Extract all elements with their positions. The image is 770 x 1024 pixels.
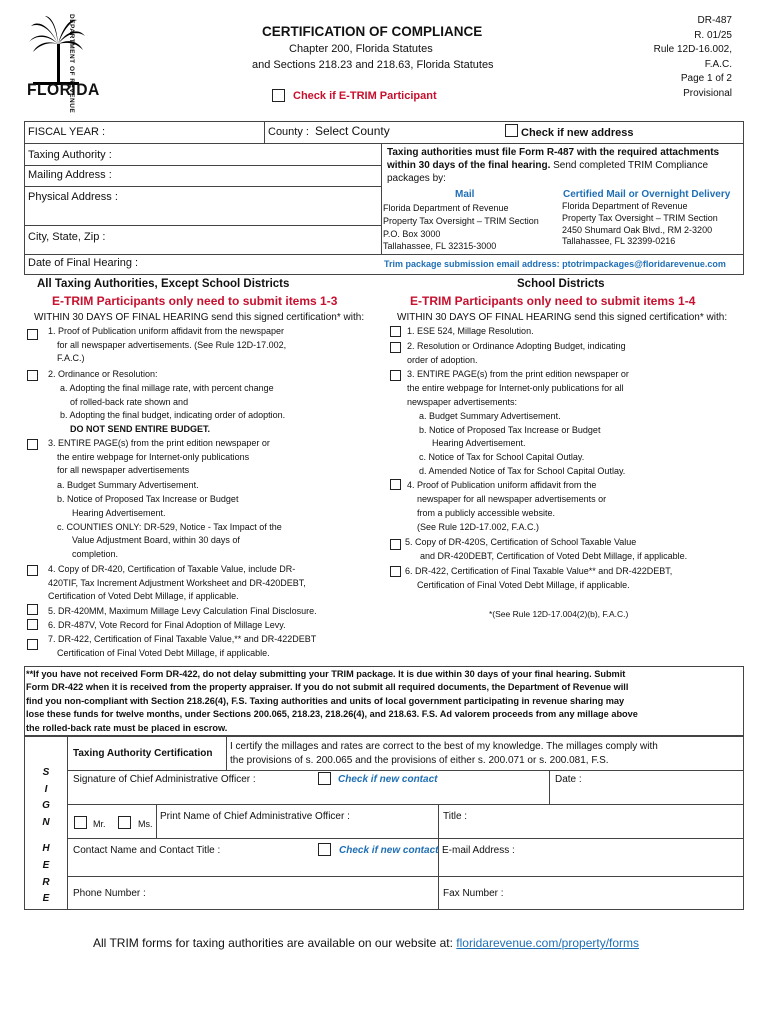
- certified-address-block: [562, 201, 718, 248]
- right-line: newspaper advertisements:: [407, 397, 518, 407]
- mail-line: Tallahassee, FL 32315-3000: [383, 241, 497, 252]
- dor-logo: [27, 14, 100, 114]
- right-item-2-checkbox[interactable]: [390, 342, 401, 353]
- right-line: d. Amended Notice of Tax for School Capital Outlay.: [419, 466, 626, 476]
- ms-checkbox[interactable]: [118, 816, 131, 829]
- city-state-zip-input[interactable]: [112, 227, 377, 253]
- right-line: 6. DR-422, Certification of Final Taxable Value** and DR-422DEBT,: [405, 566, 673, 576]
- left-item-6-checkbox[interactable]: [27, 619, 38, 630]
- print-name-input[interactable]: [160, 822, 435, 836]
- forms-website-link[interactable]: floridarevenue.com/property/forms: [456, 936, 640, 950]
- form-id-block: [622, 14, 732, 102]
- right-item-5-checkbox[interactable]: [390, 539, 401, 550]
- physical-address-label: Physical Address :: [28, 191, 118, 203]
- left-line: Certification of Voted Debt Millage, if applicable.: [48, 591, 239, 602]
- county-select[interactable]: Select County: [315, 124, 390, 138]
- form-subtitle-1: Chapter 200, Florida Statutes: [289, 43, 433, 55]
- final-hearing-date-label: Date of Final Hearing :: [28, 257, 139, 269]
- form-subtitle-2: and Sections 218.23 and 218.63, Florida Statutes: [252, 59, 494, 71]
- form-rule: Rule 12D-16.002,: [653, 44, 732, 56]
- right-line: 3. ENTIRE PAGE(s) from the print edition newspaper or: [407, 369, 629, 379]
- sign-letter: I: [44, 783, 48, 795]
- right-item-6-checkbox[interactable]: [390, 566, 401, 577]
- contact-name-input[interactable]: [73, 858, 313, 874]
- cert-line: Property Tax Oversight – TRIM Section: [562, 212, 718, 223]
- fiscal-year-input[interactable]: [106, 123, 261, 142]
- final-hearing-date-input[interactable]: [148, 256, 377, 274]
- phone-label: Phone Number :: [73, 888, 146, 899]
- notice-line: the rolled-back rate must be placed in escrow.: [26, 722, 228, 733]
- mailing-address-label: Mailing Address :: [28, 169, 112, 181]
- certification-text-2: the provisions of s. 200.065 and the provisions of either s. 200.071 or s. 200.081, F.S.: [230, 755, 609, 766]
- filing-deadline-text: Taxing authorities must file Form R-487 with the required attachments within 30 days of the final hearing.: [387, 147, 720, 171]
- signature-field[interactable]: [70, 786, 546, 802]
- right-line: 5. Copy of DR-420S, Certification of School Taxable Value: [405, 537, 637, 547]
- logo-florida-text: FLORIDA: [27, 80, 100, 99]
- sign-letter: G: [42, 800, 50, 812]
- filing-instructions: [387, 146, 739, 185]
- left-line: b. Notice of Proposed Tax Increase or Budget: [57, 494, 239, 504]
- notice-line: find you non-compliant with Section 218.26(4), F.S. Taxing authorities and units of local government participating in revenue sharing may: [26, 695, 625, 706]
- sign-letter: R: [42, 876, 50, 888]
- new-address-label: Check if new address: [521, 127, 634, 139]
- left-line: DO NOT SEND ENTIRE BUDGET.: [70, 423, 211, 434]
- left-line: 1. Proof of Publication uniform affidavit from the newspaper: [48, 326, 284, 336]
- left-item-3-checkbox[interactable]: [27, 439, 38, 450]
- page-number: Page 1 of 2: [680, 73, 732, 85]
- left-line: 7. DR-422, Certification of Final Taxable Value,** and DR-422DEBT: [48, 634, 317, 644]
- notice-line: **If you have not received Form DR-422, do not delay submitting your TRIM package. It is due within 30 days of your final hearing. Submit: [26, 669, 626, 679]
- right-line: 4. Proof of Publication uniform affidavit from the: [407, 480, 597, 490]
- sign-here-vertical: [39, 765, 53, 908]
- left-line: of rolled-back rate shown and: [70, 396, 189, 407]
- email-input[interactable]: [520, 842, 741, 874]
- left-line: completion.: [72, 548, 119, 559]
- mail-line: Florida Department of Revenue: [383, 203, 509, 213]
- right-line: a. Budget Summary Advertisement.: [419, 411, 561, 421]
- right-item-4-checkbox[interactable]: [390, 479, 401, 490]
- palm-tree-icon: [27, 14, 89, 86]
- left-within-text: WITHIN 30 DAYS OF FINAL HEARING send this signed certification* with:: [34, 312, 365, 323]
- certification-text-1: I certify the millages and rates are correct to the best of my knowledge. The millages comply with: [230, 741, 658, 752]
- cert-line: Tallahassee, FL 32399-0216: [562, 236, 676, 247]
- dept-vertical-text: DEPARTMENT OF REVENUE: [68, 14, 75, 114]
- right-line: from a publicly accessible website.: [417, 508, 556, 518]
- new-contact-checkbox-1[interactable]: [318, 772, 331, 785]
- submission-email-link[interactable]: Trim package submission email address: ptotrimpackages@floridarevenue.com: [384, 259, 726, 269]
- left-line: 4. Copy of DR-420, Certification of Taxable Value, include DR-: [48, 564, 296, 574]
- left-line: 2. Ordinance or Resolution:: [48, 369, 158, 379]
- sign-letter: S: [42, 767, 50, 778]
- left-column-heading: All Taxing Authorities, Except School Districts: [37, 278, 290, 290]
- right-line: b. Notice of Proposed Tax Increase or Budget: [419, 424, 601, 435]
- date-label: Date :: [555, 774, 582, 785]
- left-line: b. Adopting the final budget, indicating order of adoption.: [60, 410, 286, 421]
- left-line: Certification of Final Voted Debt Millage, if applicable.: [57, 648, 270, 658]
- city-state-zip-label: City, State, Zip :: [28, 231, 106, 243]
- new-contact-label-2: Check if new contact: [339, 845, 439, 856]
- notice-line: Form DR-422 when it is received from the property appraiser. If you do not submit all required documents, the Department of Revenue will: [26, 682, 629, 693]
- form-fac: F.A.C.: [704, 58, 732, 70]
- sign-letter: E: [42, 859, 50, 871]
- etrim-participant-label: Check if E-TRIM Participant: [293, 90, 437, 102]
- mr-checkbox[interactable]: [74, 816, 87, 829]
- left-line: the entire webpage for Internet-only publications: [57, 451, 250, 462]
- left-line: 5. DR-420MM, Maximum Millage Levy Calculation Final Disclosure.: [48, 606, 317, 616]
- mail-line: P.O. Box 3000: [383, 228, 441, 239]
- mail-line: Property Tax Oversight – TRIM Section: [383, 215, 539, 226]
- left-item-1-checkbox[interactable]: [27, 329, 38, 340]
- left-etrim-note: E-TRIM Participants only need to submit items 1-3: [52, 294, 338, 308]
- left-item-5-checkbox[interactable]: [27, 604, 38, 615]
- right-etrim-note: E-TRIM Participants only need to submit items 1-4: [410, 294, 696, 308]
- right-line: (See Rule 12D-17.002, F.A.C.): [417, 522, 540, 532]
- left-line: Hearing Advertisement.: [72, 508, 166, 518]
- footer-text: All TRIM forms for taxing authorities are available on our website at:: [93, 936, 453, 950]
- sign-letter: H: [42, 843, 50, 855]
- left-item-4-checkbox[interactable]: [27, 565, 38, 576]
- signature-label: Signature of Chief Administrative Officer :: [73, 774, 256, 785]
- right-item-3-checkbox[interactable]: [390, 370, 401, 381]
- right-line: c. Notice of Tax for School Capital Outlay.: [419, 452, 585, 462]
- form-revision: R. 01/25: [694, 29, 732, 41]
- ms-label: Ms.: [138, 819, 153, 829]
- cert-line: Florida Department of Revenue: [562, 201, 688, 211]
- new-contact-checkbox-2[interactable]: [318, 843, 331, 856]
- contact-name-label: Contact Name and Contact Title :: [73, 845, 221, 856]
- form-title: CERTIFICATION OF COMPLIANCE: [262, 24, 483, 39]
- phone-input[interactable]: [150, 880, 435, 908]
- provisional-label: Provisional: [683, 87, 732, 99]
- left-line: a. Budget Summary Advertisement.: [57, 480, 199, 490]
- footer: [93, 936, 639, 950]
- fax-input[interactable]: [508, 880, 741, 908]
- left-line: for all newspaper advertisements: [57, 465, 190, 476]
- new-contact-label-1: Check if new contact: [338, 774, 438, 785]
- rule-footnote: *(See Rule 12D-17.004(2)(b), F.A.C.): [489, 609, 629, 619]
- mailing-address-input[interactable]: [120, 167, 377, 185]
- etrim-participant-checkbox[interactable]: [272, 89, 285, 102]
- left-line: F.A.C.): [57, 353, 85, 364]
- right-line: Hearing Advertisement.: [432, 438, 526, 449]
- left-line: for all newspaper advertisements. (See Rule 12D-17.002,: [57, 339, 287, 350]
- notice-text: [26, 668, 638, 735]
- print-name-label: Print Name of Chief Administrative Officer :: [160, 811, 350, 822]
- right-item-1-checkbox[interactable]: [390, 326, 401, 337]
- right-line: order of adoption.: [407, 355, 478, 365]
- title-input[interactable]: [443, 822, 741, 836]
- certification-label: Taxing Authority Certification: [73, 748, 213, 759]
- mail-heading: Mail: [455, 189, 475, 200]
- right-line: the entire webpage for Internet-only publications for all: [407, 383, 624, 393]
- left-item-7-checkbox[interactable]: [27, 639, 38, 650]
- fax-label: Fax Number :: [443, 888, 504, 899]
- left-line: Value Adjustment Board, within 30 days of: [72, 535, 240, 546]
- right-line: newspaper for all newspaper advertisements or: [417, 494, 607, 504]
- left-line: 3. ENTIRE PAGE(s) from the print edition newspaper or: [48, 438, 270, 448]
- left-line: c. COUNTIES ONLY: DR-529, Notice - Tax Impact of the: [57, 521, 282, 532]
- county-label: County :: [268, 126, 309, 138]
- taxing-authority-input[interactable]: [125, 145, 377, 164]
- filing-method-text: Send completed TRIM Compliance packages by:: [387, 160, 709, 184]
- notice-line: lose these funds for twelve months, under Sections 200.065, 218.23, 218.26(4), and 218.63. F.S. Ad valorem proceeds from any millage above: [26, 709, 638, 720]
- mail-address-block: [383, 202, 539, 253]
- right-line: and DR-420DEBT, Certification of Voted Debt Millage, if applicable.: [420, 551, 688, 561]
- date-input[interactable]: [585, 772, 741, 802]
- left-line: a. Adopting the final millage rate, with percent change: [60, 383, 274, 393]
- left-line: 420TIF, Tax Increment Adjustment Worksheet and DR-420DEBT,: [48, 577, 306, 588]
- fiscal-year-label: FISCAL YEAR :: [28, 126, 106, 138]
- right-column-heading: School Districts: [517, 278, 605, 290]
- cert-line: 2450 Shumard Oak Blvd., RM 2-3200: [562, 224, 713, 235]
- new-address-checkbox[interactable]: [505, 124, 518, 137]
- email-label: E-mail Address :: [442, 845, 515, 856]
- mr-label: Mr.: [93, 819, 106, 829]
- left-item-2-checkbox[interactable]: [27, 370, 38, 381]
- title-label: Title :: [443, 811, 468, 822]
- right-line: 2. Resolution or Ordinance Adopting Budget, indicating: [407, 341, 626, 351]
- taxing-authority-label: Taxing Authority :: [28, 149, 112, 161]
- form-number: DR-487: [697, 15, 732, 26]
- physical-address-input[interactable]: [124, 188, 377, 224]
- sign-letter: N: [42, 816, 50, 828]
- right-line: 1. ESE 524, Millage Resolution.: [407, 326, 534, 336]
- right-within-text: WITHIN 30 DAYS OF FINAL HEARING send this signed certification* with:: [397, 312, 728, 323]
- right-line: Certification of Final Voted Debt Millage, if applicable.: [417, 580, 630, 590]
- left-line: 6. DR-487V, Vote Record for Final Adoption of Millage Levy.: [48, 620, 286, 630]
- sign-letter: E: [42, 893, 50, 905]
- certified-mail-heading: Certified Mail or Overnight Delivery: [563, 189, 731, 200]
